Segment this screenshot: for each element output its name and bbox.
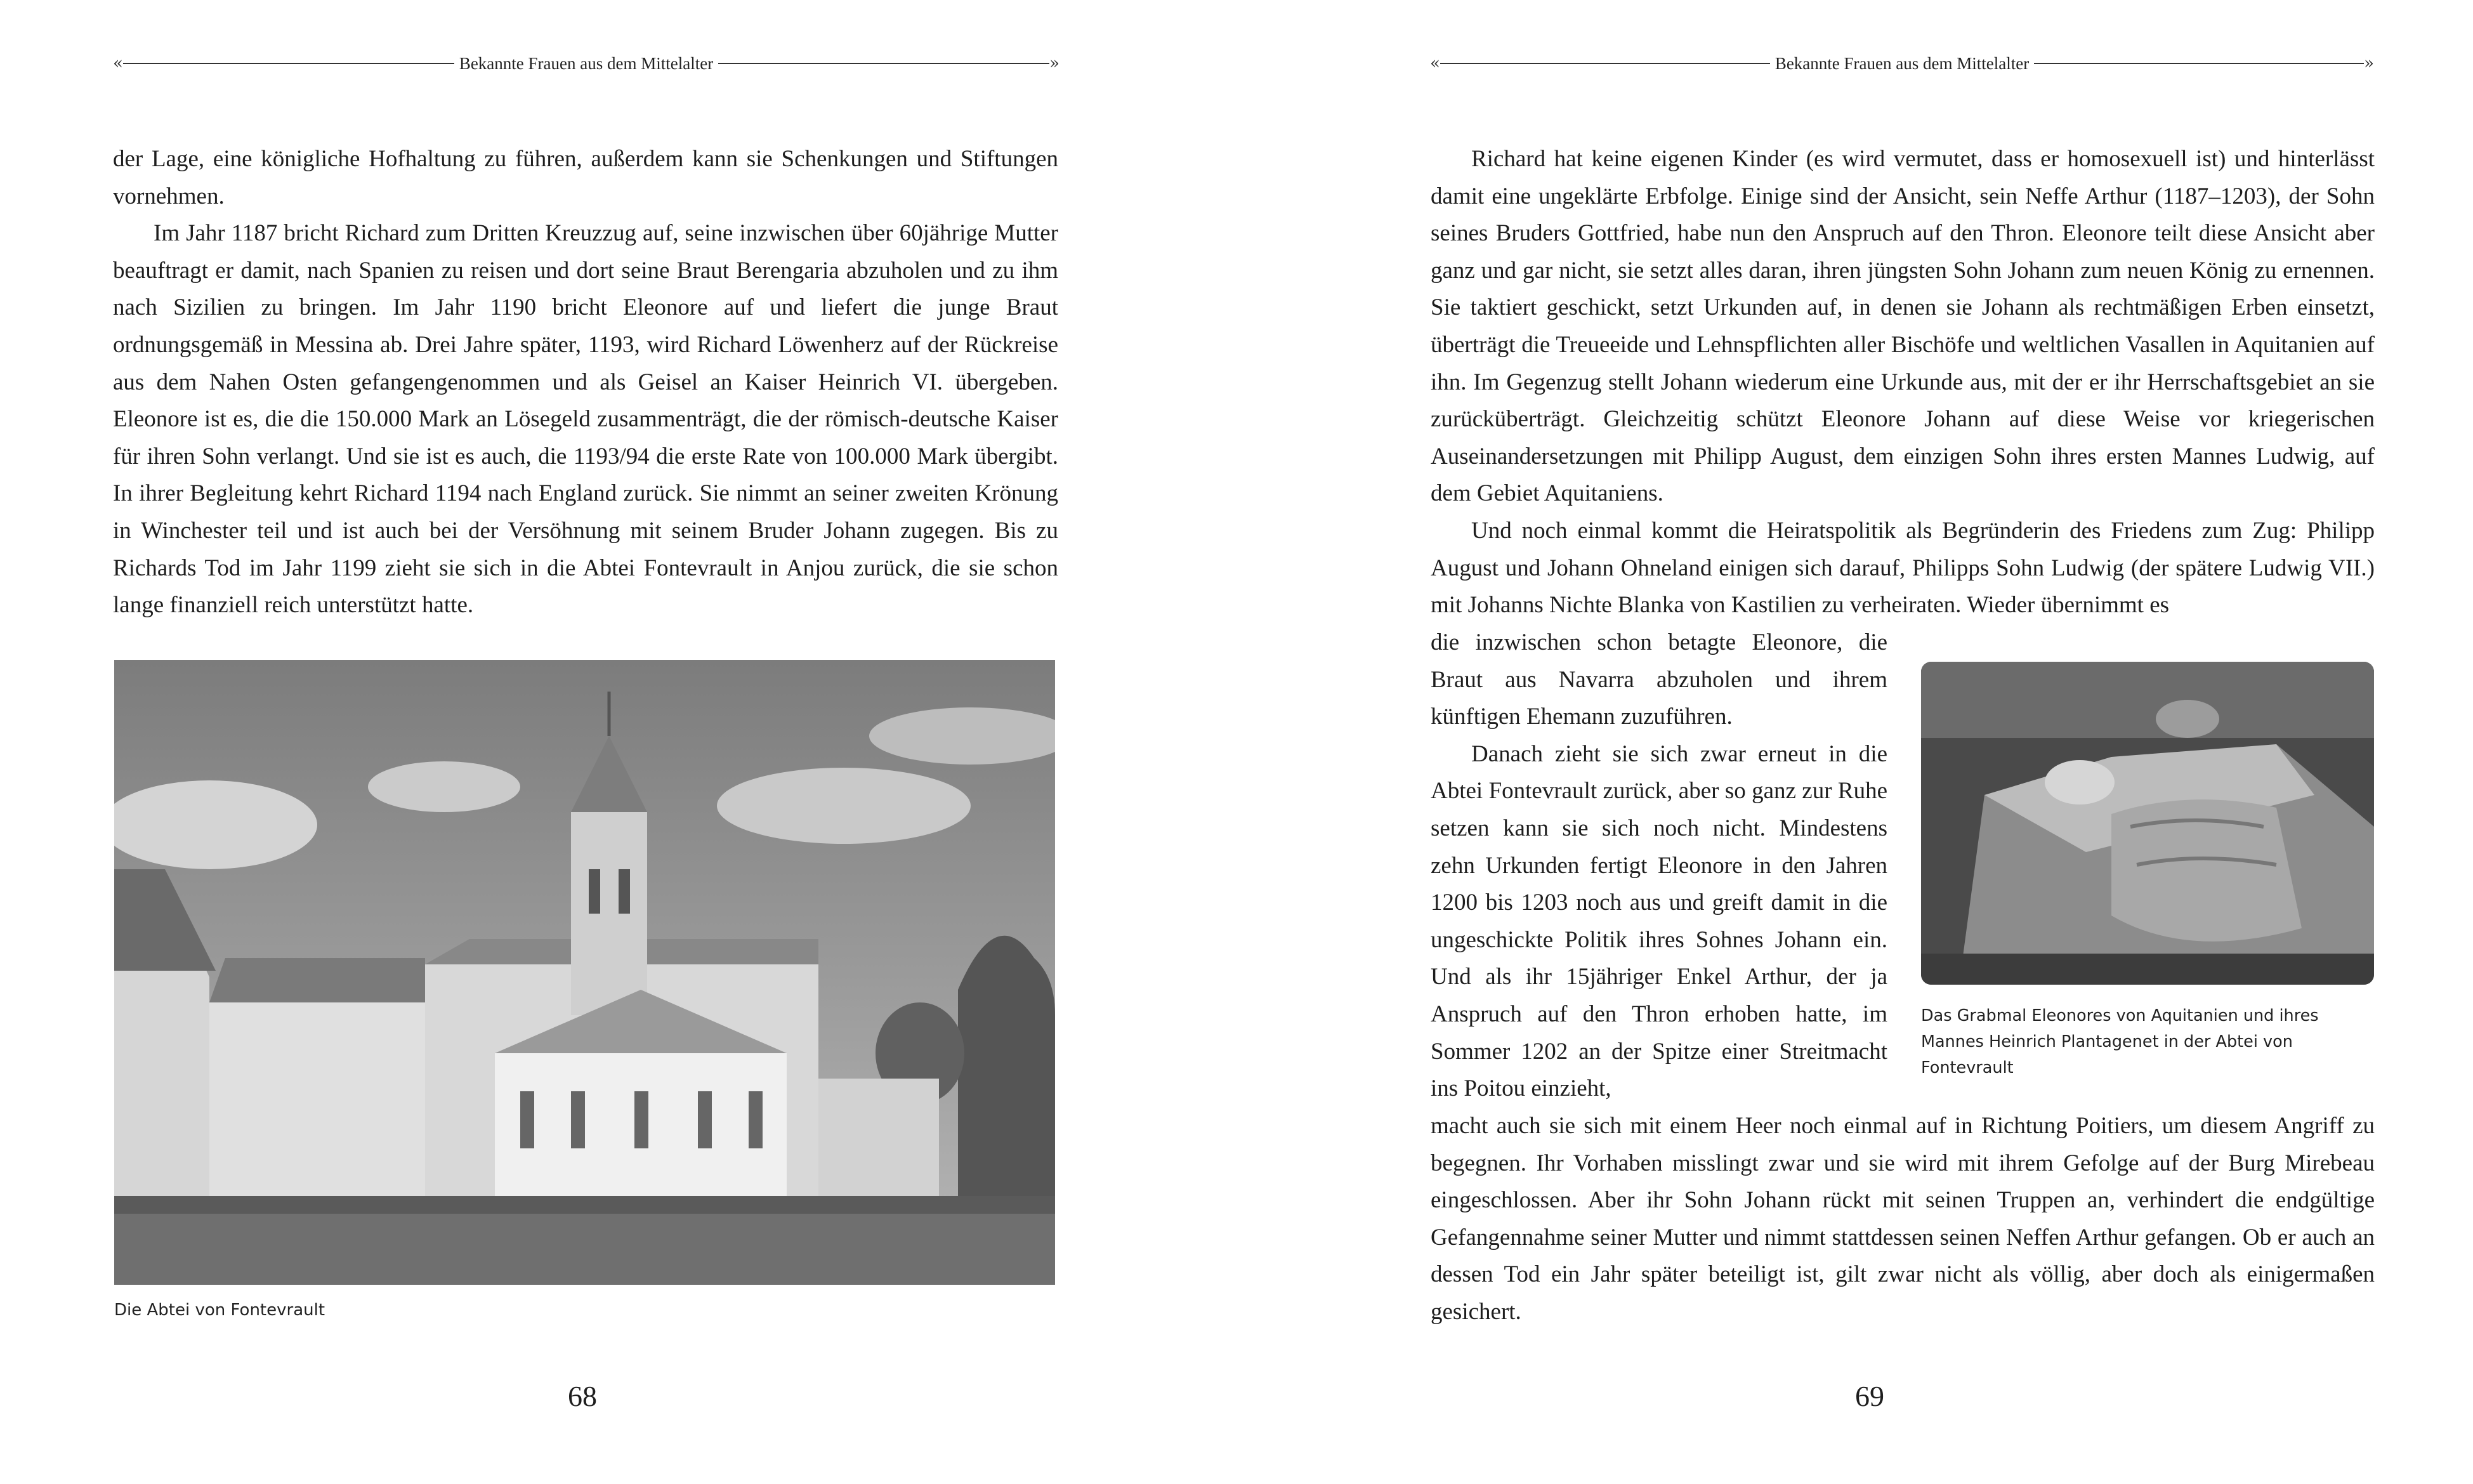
tomb-illustration: [1921, 662, 2374, 985]
right-body-text-bottom: [1431, 1108, 2375, 1331]
header-left-ornament: «: [1430, 54, 1440, 73]
left-body-text: [113, 141, 1058, 624]
left-page: [0, 0, 1236, 1484]
abbey-illustration: [114, 660, 1055, 1285]
tomb-photo: [1921, 662, 2374, 985]
running-header: [113, 51, 1059, 76]
page-number: 69: [1855, 1380, 1884, 1412]
header-rule: [123, 63, 454, 64]
header-right-ornament: »: [1049, 54, 1059, 73]
tomb-caption: Das Grabmal Eleonores von Aquitanien und ihres Mannes Heinrich Plantagenet in der Abtei von Fontevrault: [1921, 1006, 2319, 1077]
abbey-photo: [114, 660, 1055, 1285]
paragraph: Danach zieht sie sich zwar erneut in die Abtei Fontevrault zurück, aber so ganz zur Ruhe setzen kann sie sich noch nicht. Mindestens zehn Urkunden fertigt Eleonore in den Jahren 1200 bis 1203 noch aus und greift damit in die ungeschickte Politik ihres Sohnes Johann ein. Und als ihr 15jähriger Enkel Arthur, der ja Anspruch auf den Thron erhoben hatte, im Sommer 1202 an der Spitze einer Streitmacht ins Poitou einzieht,: [1431, 740, 1887, 1102]
page-number: 68: [568, 1380, 597, 1412]
right-body-text-wrapped: [1431, 624, 1887, 1108]
header-rule: [718, 63, 1049, 64]
header-right-ornament: »: [2364, 54, 2374, 73]
abbey-caption: Die Abtei von Fontevrault: [114, 1301, 325, 1320]
paragraph: Und noch einmal kommt die Heiratspolitik als Begründerin des Friedens zum Zug: Philipp August und Johann Ohneland einigen sich darauf, Philipps Sohn Ludwig (der spätere Ludwig VII.) mit Johanns Nichte Blanka von Kastilien zu verheiraten. Wieder übernimmt es: [1431, 517, 2375, 619]
paragraph: macht auch sie sich mit einem Heer noch einmal auf in Richtung Poitiers, um diesem Angriff zu begegnen. Ihr Vorhaben misslingt zwar und sie wird mit ihrem Gefolge auf der Burg Mirebeau eingeschlossen. Aber ihr Sohn Johann rückt mit seinen Truppen an, verhindert die endgültige Gefangennahme seiner Mutter und nimmt stattdessen seinen Neffen Arthur gefangen. Ob er auch an dessen Tod ein Jahr später beteiligt ist, gilt zwar nicht als völlig, aber doch als einigermaßen gesichert.: [1431, 1113, 2375, 1325]
right-body-text-top: [1431, 141, 2375, 624]
header-title: Bekannte Frauen aus dem Mittelalter: [459, 53, 714, 73]
header-title: Bekannte Frauen aus dem Mittelalter: [1774, 53, 2030, 73]
header-rule: [2034, 63, 2364, 64]
paragraph: die inzwischen schon betagte Eleonore, die Braut aus Navarra abzuholen und ihrem künftigen Ehemann zuzuführen.: [1431, 629, 1887, 730]
running-header: [1430, 51, 2374, 76]
paragraph: Im Jahr 1187 bricht Richard zum Dritten Kreuzzug auf, seine inzwischen über 60jährige Mutter beauftragt er damit, nach Spanien zu reisen und dort seine Braut Berengaria abzuholen und zu ihm nach Sizilien zu bringen. Im Jahr 1190 bricht Eleonore auf und liefert die junge Braut ordnungsgemäß in Messina ab. Drei Jahre später, 1193, wird Richard Löwenherz auf der Rückreise aus dem Nahen Osten gefangengenommen und als Geisel an Kaiser Heinrich VI. übergeben. Eleonore ist es, die die 150.000 Mark an Lösegeld zusammenträgt, die der römisch-deutsche Kaiser für ihren Sohn verlangt. Und sie ist es auch, die 1193/94 die erste Rate von 100.000 Mark übergibt. In ihrer Begleitung kehrt Richard 1194 nach England zurück. Sie nimmt an seiner zweiten Krönung in Winchester teil und ist auch bei der Versöhnung mit seinem Bruder Johann zugegen. Bis zu Richards Tod im Jahr 1199 zieht sie sich in die Abtei Fontevrault in Anjou zurück, die sie schon lange finanziell reich unterstützt hatte.: [113, 220, 1058, 619]
paragraph: der Lage, eine königliche Hofhaltung zu führen, außerdem kann sie Schenkungen und Stiftungen vornehmen.: [113, 146, 1058, 209]
header-left-ornament: «: [113, 54, 123, 73]
paragraph: Richard hat keine eigenen Kinder (es wird vermutet, dass er homosexuell ist) und hinterlässt damit eine ungeklärte Erbfolge. Einige sind der Ansicht, sein Neffe Arthur (1187–1203), der Sohn seines Bruders Gottfried, habe nun den Anspruch auf den Thron. Eleonore teilt diese Ansicht aber ganz und gar nicht, sie setzt alles daran, ihren jüngsten Sohn Johann zum neuen König zu ernennen. Sie taktiert geschickt, setzt Urkunden auf, in denen sie Johann als rechtmäßigen Erben einsetzt, überträgt die Treueeide und Lehnspflichten aller Bischöfe und weltlichen Vasallen in Aquitanien auf ihn. Im Gegenzug stellt Johann wiederum eine Urkunde aus, mit der er ihr Herrschaftsgebiet an sie zurücküberträgt. Gleichzeitig schützt Eleonore Johann auf diese Weise vor kriegerischen Auseinandersetzungen mit Philipp August, dem einzigen Sohn ihres ersten Mannes Ludwig, auf dem Gebiet Aquitaniens.: [1431, 146, 2375, 507]
header-rule: [1440, 63, 1770, 64]
